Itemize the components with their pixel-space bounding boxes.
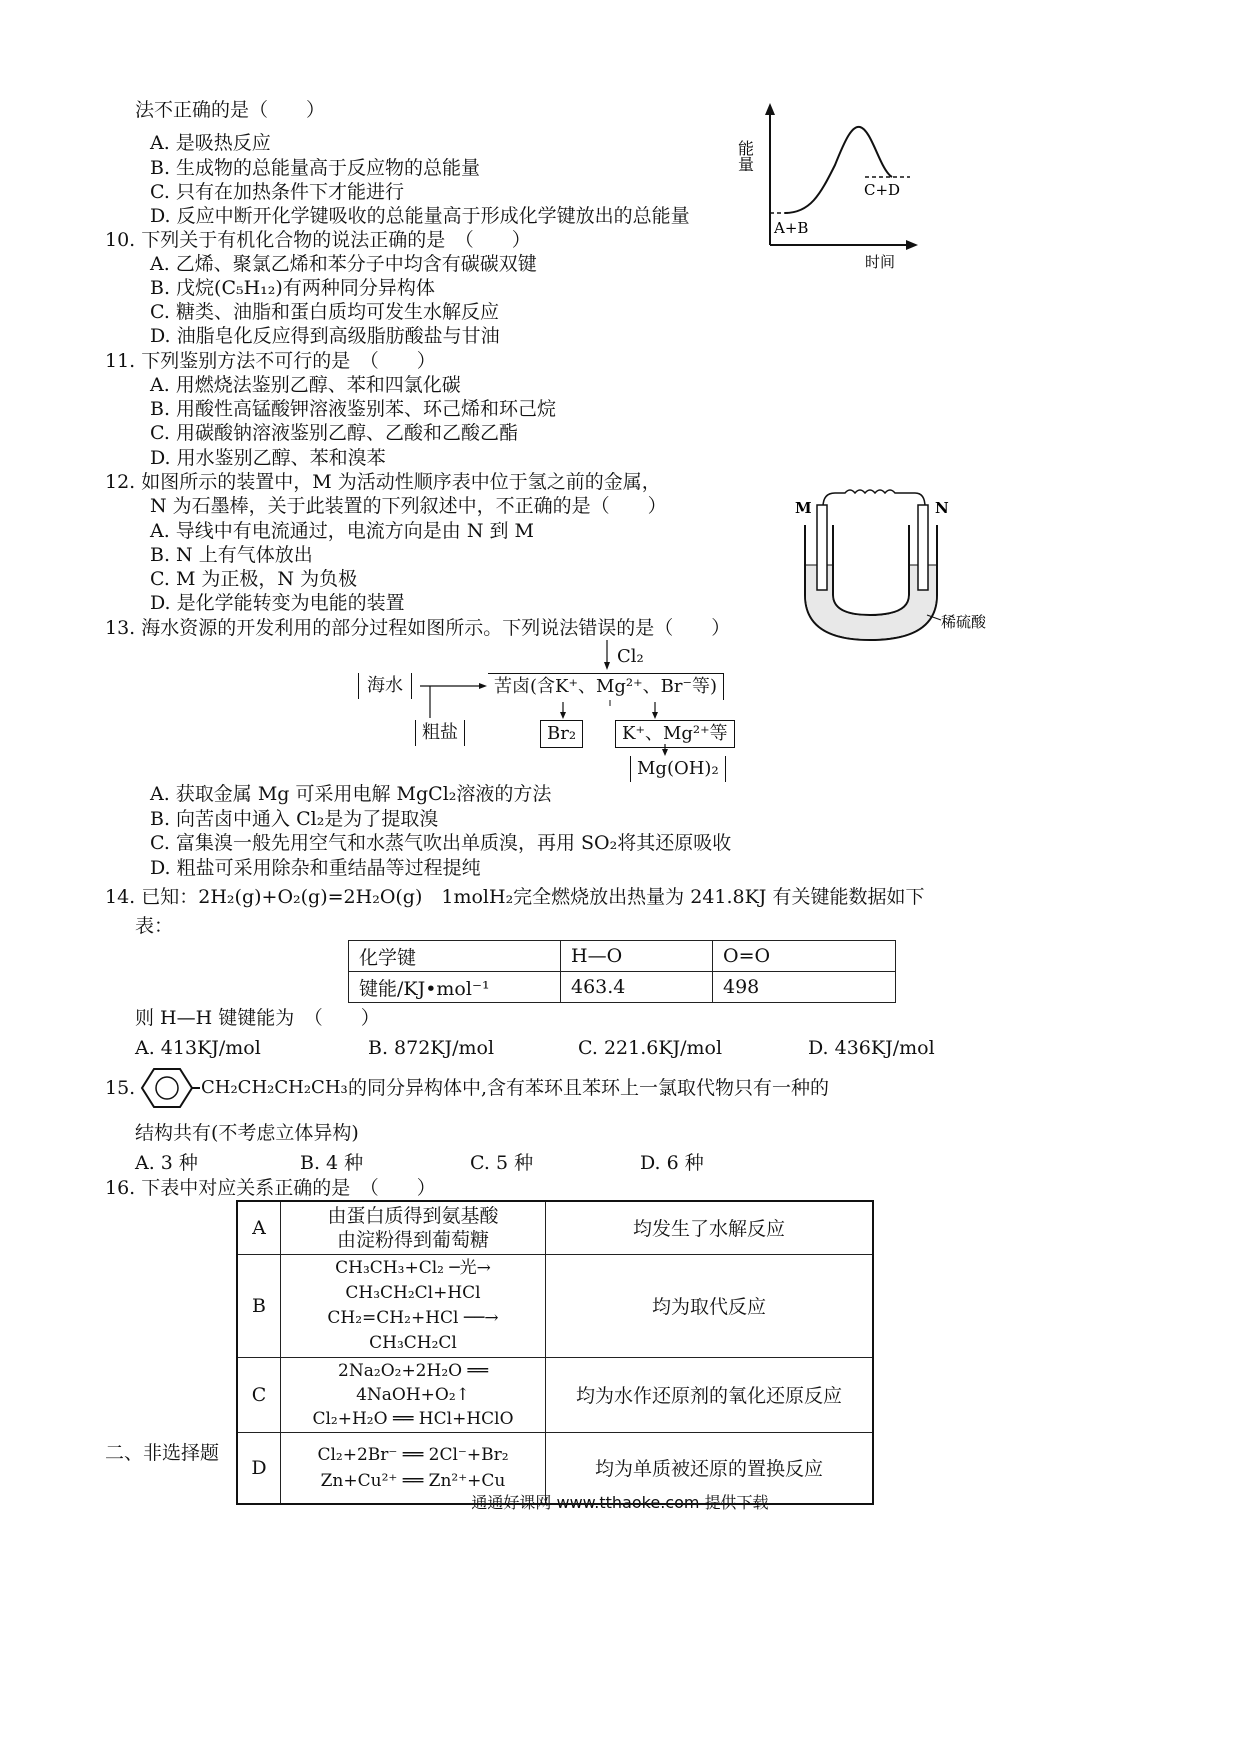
q16-stem: 16. 下表中对应关系正确的是 （ ）	[105, 1177, 436, 1199]
q12-stem-line2: N 为石墨棒，关于此装置的下列叙述中，不正确的是（ ）	[150, 495, 667, 517]
reaction-c-line1: 2Na₂O₂+2H₂O ══ 4NaOH+O₂↑	[338, 1360, 488, 1405]
reaction-c-line2: Cl₂+H₂O ══ HCl+HClO	[312, 1408, 514, 1429]
bond-table-header-oo: O=O	[713, 941, 896, 972]
bond-table-header-bond: 化学键	[349, 941, 561, 972]
q9-option-b: B. 生成物的总能量高于反应物的总能量	[150, 157, 481, 179]
reaction-a-line2: 由淀粉得到葡萄糖	[336, 1228, 489, 1251]
q9-option-c: C. 只有在加热条件下才能进行	[150, 181, 404, 203]
q14-option-d: D. 436KJ/mol	[808, 1037, 935, 1059]
q13-option-c: C. 富集溴一般先用空气和水蒸气吹出单质溴，再用 SO₂将其还原吸收	[150, 832, 732, 854]
page-footer: 通通好课网 www.tthaoke.com 提供下载	[471, 1493, 769, 1512]
energy-diagram-right-label: C+D	[864, 181, 901, 199]
flow-br2-box: Br₂	[540, 720, 583, 748]
reaction-table-row-a	[237, 1201, 873, 1254]
acid-label: 稀硫酸	[941, 613, 987, 631]
q11-option-a: A. 用燃烧法鉴别乙醇、苯和四氯化碳	[150, 374, 461, 396]
q14-option-c: C. 221.6KJ/mol	[578, 1037, 723, 1059]
flow-mgoh-box: Mg(OH)₂	[630, 756, 726, 782]
q13-option-a: A. 获取金属 Mg 可采用电解 MgCl₂溶液的方法	[150, 783, 552, 805]
q11-option-b: B. 用酸性高锰酸钾溶液鉴别苯、环己烯和环己烷	[150, 398, 557, 420]
q12-stem-line1: 12. 如图所示的装置中，M 为活动性顺序表中位于氢之前的金属，	[105, 471, 661, 493]
reaction-key-b: B	[237, 1254, 281, 1357]
q11-option-c: C. 用碳酸钠溶液鉴别乙醇、乙酸和乙酸乙酯	[150, 422, 518, 444]
energy-diagram	[735, 95, 930, 271]
reaction-b-desc: 均为取代反应	[546, 1254, 874, 1357]
q15-option-d: D. 6 种	[640, 1152, 704, 1174]
energy-diagram-left-label: A+B	[774, 219, 809, 237]
section-heading: 二、非选择题	[105, 1442, 220, 1464]
q14-stem-line1: 14. 已知：2H₂(g)+O₂(g)=2H₂O(g) 1molH₂完全燃烧放出热量为 241.8KJ 有关键能数据如下	[105, 886, 925, 908]
q12-option-d: D. 是化学能转变为电能的装置	[150, 592, 405, 614]
energy-diagram-ylabel: 能量	[735, 140, 755, 172]
q15-stem-rest: 的同分异构体中,含有苯环且苯环上一氯取代物只有一种的	[348, 1077, 830, 1099]
q10-option-d: D. 油脂皂化反应得到高级脂肪酸盐与甘油	[150, 325, 500, 347]
reaction-table-row-b	[237, 1254, 873, 1357]
bond-table-header-ho: H—O	[561, 941, 713, 972]
bond-table-value-oo: 498	[713, 972, 896, 1003]
flow-brine-box: 苦卤(含K⁺、Mg²⁺、Br⁻等)	[488, 673, 724, 700]
flow-seawater-box: 海水	[358, 673, 412, 699]
q14-stem-line2: 表：	[135, 915, 174, 937]
q13-option-b: B. 向苦卤中通入 Cl₂是为了提取溴	[150, 808, 439, 830]
reaction-key-d: D	[237, 1432, 281, 1504]
bond-table-value-ho: 463.4	[561, 972, 713, 1003]
q14-option-b: B. 872KJ/mol	[368, 1037, 495, 1059]
q10-option-a: A. 乙烯、聚氯乙烯和苯分子中均含有碳碳双键	[150, 253, 537, 275]
electrode-m-label: M	[795, 499, 812, 517]
q15-stem-line2: 结构共有(不考虑立体异构)	[135, 1122, 359, 1144]
bond-table-label-energy: 键能/KJ•mol⁻¹	[349, 972, 561, 1003]
q9-option-a: A. 是吸热反应	[150, 132, 271, 154]
galvanic-cell-diagram	[775, 485, 985, 650]
reaction-table-row-c	[237, 1357, 873, 1432]
q13-option-d: D. 粗盐可采用除杂和重结晶等过程提纯	[150, 857, 481, 879]
q10-stem: 10. 下列关于有机化合物的说法正确的是 （ ）	[105, 229, 531, 251]
reaction-b-line2: CH₂=CH₂+HCl ──→ CH₃CH₂Cl	[327, 1307, 499, 1353]
q15-formula: CH₂CH₂CH₂CH₃	[201, 1077, 348, 1098]
q10-option-c: C. 糖类、油脂和蛋白质均可发生水解反应	[150, 301, 499, 323]
q15-option-c: C. 5 种	[470, 1152, 534, 1174]
reaction-d-line1: Cl₂+2Br⁻ ══ 2Cl⁻+Br₂	[317, 1444, 509, 1465]
benzene-ring-icon	[140, 1064, 200, 1112]
q15-option-b: B. 4 种	[300, 1152, 364, 1174]
reaction-d-desc: 均为单质被还原的置换反应	[546, 1432, 874, 1504]
q14-ask: 则 H—H 键键能为 （ ）	[135, 1007, 380, 1029]
q12-option-a: A. 导线中有电流通过，电流方向是由 N 到 M	[150, 520, 534, 542]
q12-option-b: B. N 上有气体放出	[150, 544, 313, 566]
q12-option-c: C. M 为正极，N 为负极	[150, 568, 358, 590]
q9-option-d: D. 反应中断开化学键吸收的总能量高于形成化学键放出的总能量	[150, 205, 690, 227]
q15-option-a: A. 3 种	[135, 1152, 198, 1174]
electrode-n-label: N	[935, 499, 949, 517]
q10-option-b: B. 戊烷(C₅H₁₂)有两种同分异构体	[150, 277, 435, 299]
q15-number: 15.	[105, 1077, 136, 1099]
reaction-c-desc: 均为水作还原剂的氧化还原反应	[546, 1357, 874, 1432]
q11-stem: 11. 下列鉴别方法不可行的是 （ ）	[105, 350, 436, 372]
flow-arrows	[355, 640, 825, 780]
reaction-key-c: C	[237, 1357, 281, 1432]
reaction-b-line1: CH₃CH₃+Cl₂ ─光→ CH₃CH₂Cl+HCl	[335, 1257, 491, 1303]
flow-salt-box: 粗盐	[415, 720, 465, 746]
q14-option-a: A. 413KJ/mol	[135, 1037, 261, 1059]
q11-option-d: D. 用水鉴别乙醇、苯和溴苯	[150, 447, 386, 469]
reaction-a-line1: 由蛋白质得到氨基酸	[327, 1204, 499, 1227]
flow-cl2-label: Cl₂	[617, 646, 644, 667]
energy-diagram-xlabel: 时间	[865, 253, 896, 271]
seawater-flow-diagram	[355, 640, 825, 780]
q9-stem: 法不正确的是（ ）	[135, 99, 326, 121]
q13-stem: 13. 海水资源的开发利用的部分过程如图所示。下列说法错误的是（ ）	[105, 617, 731, 639]
reaction-key-a: A	[237, 1201, 281, 1254]
reaction-d-line2: Zn+Cu²⁺ ══ Zn²⁺+Cu	[320, 1470, 506, 1491]
reaction-a-desc: 均发生了水解反应	[546, 1201, 874, 1254]
bond-energy-table	[348, 940, 896, 1003]
flow-ions-box: K⁺、Mg²⁺等	[615, 720, 735, 748]
reaction-table	[236, 1200, 874, 1505]
